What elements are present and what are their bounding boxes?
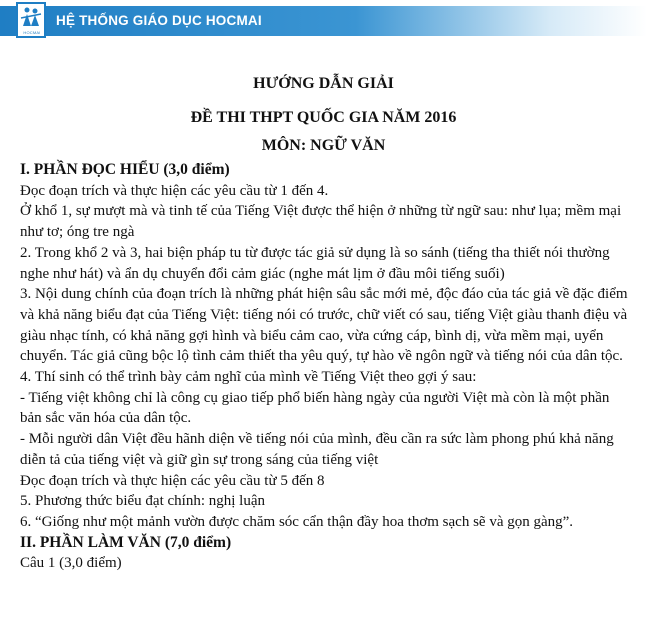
paragraph: 2. Trong khổ 2 và 3, hai biện pháp tu từ được tác giả sử dụng là so sánh (tiếng tha thiết nói thường nghe như hát) và ẩn dụ chuyển đổi cảm giác (nghe mát lịm ở đầu môi tiếng suối) bbox=[20, 244, 610, 282]
paragraph: 6. “Giống như một mảnh vườn được chăm sóc cẩn thận đầy hoa thơm sạch sẽ và gọn gàng”. bbox=[20, 513, 574, 530]
title-line-1: HƯỚNG DẪN GIẢI bbox=[253, 75, 394, 92]
paragraph: Đọc đoạn trích và thực hiện các yêu cầu từ 5 đến 8 bbox=[20, 472, 325, 489]
section-heading: II. PHẦN LÀM VĂN (7,0 điểm) bbox=[20, 533, 232, 551]
people-icon bbox=[20, 6, 42, 28]
paragraph: - Tiếng việt không chỉ là công cụ giao tiếp phổ biến hàng ngày của người Việt mà còn là một phần bản sắc văn hóa của dân tộc. bbox=[20, 389, 610, 427]
section-heading: I. PHẦN ĐỌC HIỂU (3,0 điểm) bbox=[20, 161, 230, 178]
header-banner bbox=[0, 0, 647, 44]
logo-text: HOCMAI bbox=[23, 30, 41, 35]
org-name: HỆ THỐNG GIÁO DỤC HOCMAI bbox=[56, 13, 262, 28]
paragraph: Đọc đoạn trích và thực hiện các yêu cầu từ 1 đến 4. bbox=[20, 182, 329, 199]
paragraph: Ở khổ 1, sự mượt mà và tinh tế của Tiếng Việt được thể hiện ở những từ ngữ sau: như lụa; mềm mại như tơ; óng tre ngà bbox=[20, 203, 622, 241]
hocmai-logo bbox=[16, 2, 46, 38]
paragraph: 5. Phương thức biểu đạt chính: nghị luận bbox=[20, 493, 265, 510]
title-line-2: ĐỀ THI THPT QUỐC GIA NĂM 2016 bbox=[190, 109, 457, 126]
paragraph: Câu 1 (3,0 điểm) bbox=[20, 555, 122, 572]
title-line-3: MÔN: NGỮ VĂN bbox=[261, 137, 386, 154]
paragraph: 4. Thí sinh có thể trình bày cảm nghĩ của mình về Tiếng Việt theo gợi ý sau: bbox=[20, 369, 477, 386]
paragraph: 3. Nội dung chính của đoạn trích là những phát hiện sâu sắc mới mẻ, độc đáo của tác giả về đặc điểm và khả năng biểu đạt của Tiếng Việt: tiếng nói có trước, chữ viết có sau, tiếng Việt giàu thanh điệu và giàu nhạc tính, có khả năng gợi hình và biểu cảm cao, vừa cứng cáp, bình dị, vừa mềm mại, uyển chuyển. Tác giả cũng bộc lộ tình cảm thiết tha yêu quý, tự hào về ngôn ngữ và tiếng nói của dân tộc. bbox=[20, 286, 628, 365]
document-body bbox=[20, 160, 632, 574]
paragraph: - Mỗi người dân Việt đều hãnh diện về tiếng nói của mình, đều cần ra sức làm phong phú khả năng diễn tả của tiếng việt và giữ gìn sự trong sáng của tiếng việt bbox=[20, 431, 614, 468]
